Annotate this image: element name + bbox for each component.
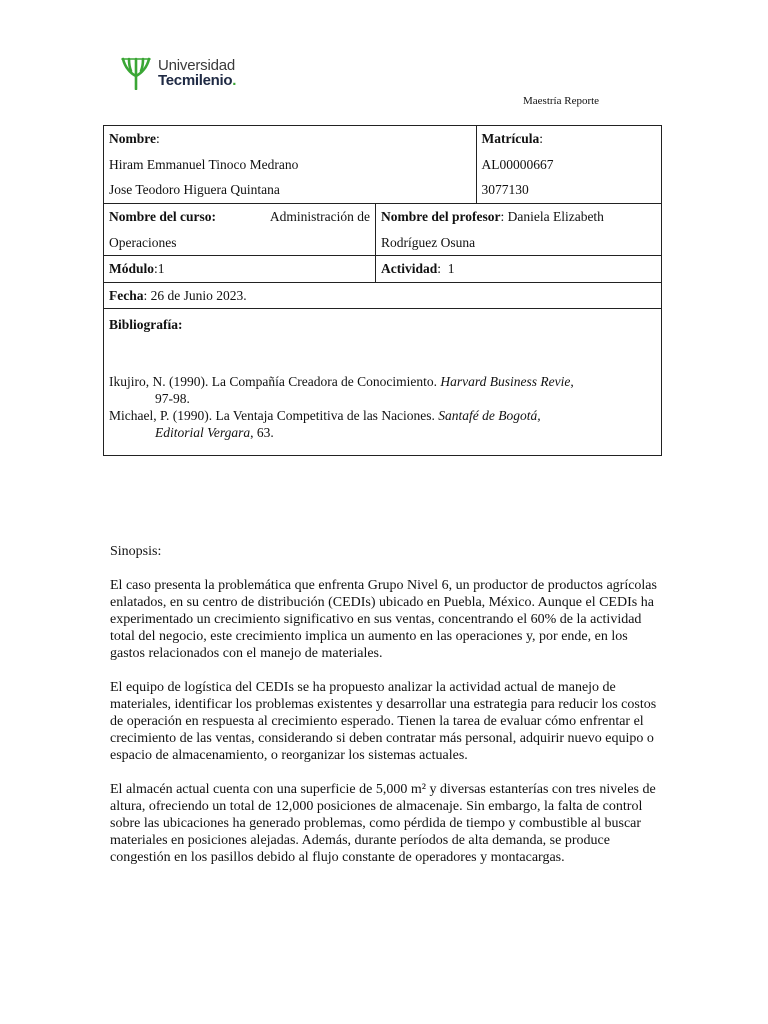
bibliografia-label: Bibliografía: <box>109 317 183 332</box>
curso-line2: Operaciones <box>109 234 177 250</box>
matricula-label: Matrícula <box>481 131 540 146</box>
fecha-cell <box>104 282 662 309</box>
document-type-label: Maestría Reporte <box>523 95 600 107</box>
synopsis-paragraph-3: El almacén actual cuenta con una superficie de 5,000 m² y diversas estanterías con tres niveles de altura, ofreciendo un total de 12,000 posiciones de almacenaje. Sin embargo, la falta de control sobre las ubicaciones ha generado problemas, como pérdida de tiempo y combustible al buscar materiales en posiciones alejadas. Además, durante períodos de alta demanda, se produce congestión en los pasillos debido al flujo constante de operadores y montacargas. <box>110 782 656 865</box>
matricula-2: 3077130 <box>481 182 529 197</box>
matricula-cell <box>477 126 662 203</box>
reference-1-tail: , <box>570 374 574 389</box>
profesor-line2: Rodríguez Osuna <box>381 234 476 250</box>
reference-item <box>109 407 656 441</box>
university-logo <box>120 56 236 90</box>
modulo-label: Módulo <box>109 261 155 276</box>
curso-label: Nombre del curso: <box>109 209 216 224</box>
reference-1-source: Harvard Business Revie <box>440 374 571 389</box>
student-name-2: Jose Teodoro Higuera Quintana <box>109 182 280 197</box>
profesor-label: Nombre del profesor <box>381 209 501 224</box>
profesor-line1: : Daniela Elizabeth <box>500 209 604 224</box>
profesor-cell <box>376 204 662 256</box>
student-info-table <box>103 125 662 456</box>
bibliografia-cell <box>104 309 662 456</box>
reference-item <box>109 373 656 407</box>
reference-2-lead: Michael, P. (1990). La Ventaja Competitiva de las Naciones. <box>109 408 439 423</box>
actividad-cell <box>376 256 662 283</box>
reference-2-source: Santafé de Bogotá, <box>438 408 541 423</box>
reference-1-cont: 97-98. <box>155 391 190 406</box>
curso-cell <box>104 204 376 256</box>
fecha-value: : 26 de Junio 2023. <box>143 287 247 303</box>
table-row <box>104 309 662 456</box>
nombre-cell <box>104 126 376 204</box>
reference-2-pages: , 63. <box>250 425 274 440</box>
reference-2-publisher: Editorial Vergara <box>155 425 251 440</box>
logo-tecmilenio-text: Tecmilenio <box>158 72 233 89</box>
reference-1-lead: Ikujiro, N. (1990). La Compañía Creadora de Conocimiento. <box>109 374 441 389</box>
matricula-suffix: : <box>539 131 543 146</box>
synopsis-heading: Sinopsis: <box>110 544 162 559</box>
modulo-cell <box>104 256 376 283</box>
actividad-value: : 1 <box>437 261 455 276</box>
logo-university-text: Universidad <box>158 57 236 74</box>
table-row <box>104 256 662 283</box>
table-row <box>104 282 662 309</box>
modulo-value: :1 <box>154 261 165 276</box>
nombre-label: Nombre <box>109 131 156 146</box>
synopsis-paragraph-2: El equipo de logística del CEDIs se ha propuesto analizar la actividad actual de manejo de materiales, identificar los problemas existentes y desarrollar una estrategia para reducir los costos de operación en respuesta al crecimiento esperado. Tienen la tarea de evaluar cómo enfrentar el crecimiento de las ventas, considerando si deben contratar más personal, adquirir nuevo equipo o espacio de almacenamiento, o reorganizar los sistemas actuales. <box>110 680 657 763</box>
fecha-label: Fecha <box>109 287 144 303</box>
tecmilenio-logo-icon <box>120 56 152 90</box>
actividad-label: Actividad <box>381 261 438 276</box>
curso-line1: Administración de <box>269 209 370 224</box>
nombre-suffix: : <box>156 131 160 146</box>
synopsis-section <box>110 543 665 883</box>
synopsis-paragraph-1: El caso presenta la problemática que enfrenta Grupo Nivel 6, un productor de productos agrícolas enlatados, en su centro de distribución (CEDIs) ubicado en Puebla, México. Aunque el CEDIs ha experimentado un crecimiento significativo en sus ventas, concentrando el 60% de la actividad total del negocio, este crecimiento implica un aumento en las operaciones y, por ende, en los gastos relacionados con el manejo de materiales. <box>110 578 657 661</box>
logo-dot: . <box>232 72 237 89</box>
matricula-1: AL00000667 <box>481 156 554 172</box>
matricula-wrapper <box>376 126 662 204</box>
table-row <box>104 126 662 204</box>
table-row <box>104 204 662 256</box>
student-name-1: Hiram Emmanuel Tinoco Medrano <box>109 156 299 172</box>
